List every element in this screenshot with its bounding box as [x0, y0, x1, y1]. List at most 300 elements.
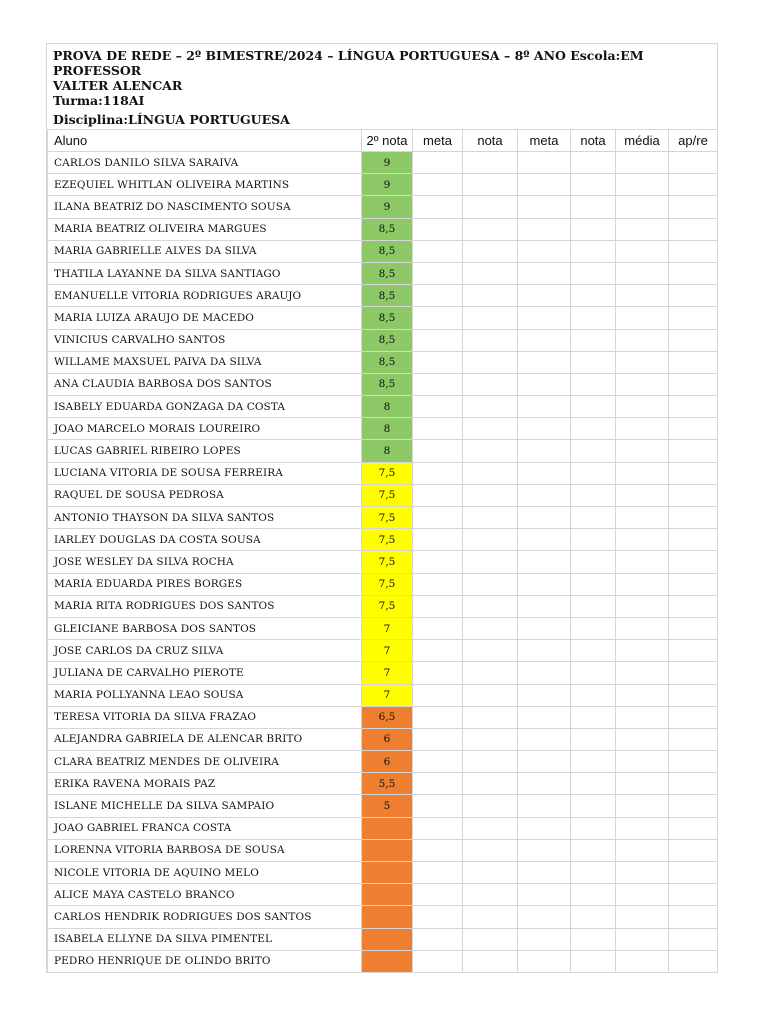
empty-cell: [518, 928, 571, 950]
empty-cell: [616, 396, 669, 418]
empty-cell: [413, 573, 463, 595]
empty-cell: [518, 751, 571, 773]
empty-cell: [616, 285, 669, 307]
empty-cell: [413, 507, 463, 529]
student-name: CARLOS HENDRIK RODRIGUES DOS SANTOS: [48, 906, 362, 928]
empty-cell: [413, 839, 463, 861]
empty-cell: [571, 262, 616, 284]
empty-cell: [413, 240, 463, 262]
empty-cell: [518, 884, 571, 906]
empty-cell: [463, 884, 518, 906]
empty-cell: [518, 285, 571, 307]
table-row: [48, 640, 718, 662]
table-row: [48, 595, 718, 617]
student-grade: 7: [362, 662, 413, 684]
empty-cell: [669, 751, 718, 773]
student-grade: 5,5: [362, 773, 413, 795]
grades-table: [47, 129, 718, 973]
empty-cell: [518, 795, 571, 817]
student-grade: 6: [362, 751, 413, 773]
empty-cell: [669, 662, 718, 684]
disciplina-label: Disciplina:LÍNGUA PORTUGUESA: [53, 112, 290, 127]
student-name: ERIKA RAVENA MORAIS PAZ: [48, 773, 362, 795]
empty-cell: [669, 684, 718, 706]
empty-cell: [518, 839, 571, 861]
empty-cell: [413, 418, 463, 440]
empty-cell: [463, 351, 518, 373]
student-grade: 8,5: [362, 307, 413, 329]
empty-cell: [413, 329, 463, 351]
empty-cell: [518, 351, 571, 373]
student-rows: [48, 152, 718, 973]
student-grade: 8,5: [362, 329, 413, 351]
table-row: [48, 795, 718, 817]
empty-cell: [571, 573, 616, 595]
table-row: [48, 839, 718, 861]
student-name: LUCAS GABRIEL RIBEIRO LOPES: [48, 440, 362, 462]
student-grade: [362, 817, 413, 839]
empty-cell: [463, 507, 518, 529]
empty-cell: [669, 884, 718, 906]
empty-cell: [571, 617, 616, 639]
student-name: ISABELY EDUARDA GONZAGA DA COSTA: [48, 396, 362, 418]
empty-cell: [616, 240, 669, 262]
empty-cell: [669, 817, 718, 839]
table-row: [48, 174, 718, 196]
empty-cell: [413, 928, 463, 950]
student-grade: [362, 862, 413, 884]
empty-cell: [616, 440, 669, 462]
empty-cell: [463, 928, 518, 950]
empty-cell: [413, 373, 463, 395]
empty-cell: [571, 884, 616, 906]
student-grade: 8,5: [362, 218, 413, 240]
empty-cell: [616, 751, 669, 773]
empty-cell: [571, 773, 616, 795]
empty-cell: [413, 262, 463, 284]
empty-cell: [616, 862, 669, 884]
table-row: [48, 684, 718, 706]
empty-cell: [669, 307, 718, 329]
student-name: ALICE MAYA CASTELO BRANCO: [48, 884, 362, 906]
empty-cell: [518, 507, 571, 529]
empty-cell: [463, 418, 518, 440]
empty-cell: [616, 617, 669, 639]
empty-cell: [463, 396, 518, 418]
empty-cell: [669, 440, 718, 462]
empty-cell: [669, 573, 718, 595]
empty-cell: [616, 462, 669, 484]
empty-cell: [518, 418, 571, 440]
empty-cell: [518, 462, 571, 484]
table-row: [48, 351, 718, 373]
empty-cell: [413, 484, 463, 506]
student-grade: [362, 906, 413, 928]
table-row: [48, 196, 718, 218]
student-name: MARIA BEATRIZ OLIVEIRA MARGUES: [48, 218, 362, 240]
empty-cell: [571, 329, 616, 351]
empty-cell: [571, 950, 616, 972]
empty-cell: [616, 418, 669, 440]
empty-cell: [616, 529, 669, 551]
student-grade: 7,5: [362, 507, 413, 529]
table-row: [48, 507, 718, 529]
table-row: [48, 462, 718, 484]
student-grade: 7,5: [362, 484, 413, 506]
empty-cell: [463, 595, 518, 617]
student-grade: 8,5: [362, 240, 413, 262]
empty-cell: [518, 817, 571, 839]
empty-cell: [669, 928, 718, 950]
col-header-aluno: Aluno: [48, 130, 362, 152]
empty-cell: [669, 640, 718, 662]
empty-cell: [413, 462, 463, 484]
table-row: [48, 884, 718, 906]
table-row: [48, 373, 718, 395]
table-row: [48, 418, 718, 440]
empty-cell: [463, 950, 518, 972]
empty-cell: [669, 484, 718, 506]
empty-cell: [413, 773, 463, 795]
col-header-meta-2: meta: [518, 130, 571, 152]
empty-cell: [571, 706, 616, 728]
empty-cell: [413, 795, 463, 817]
empty-cell: [571, 551, 616, 573]
table-row: [48, 152, 718, 174]
student-grade: [362, 884, 413, 906]
empty-cell: [669, 595, 718, 617]
empty-cell: [571, 728, 616, 750]
student-grade: 6: [362, 728, 413, 750]
student-name: VINICIUS CARVALHO SANTOS: [48, 329, 362, 351]
col-header-nota-2: nota: [571, 130, 616, 152]
empty-cell: [413, 174, 463, 196]
empty-cell: [518, 196, 571, 218]
empty-cell: [463, 728, 518, 750]
empty-cell: [463, 751, 518, 773]
student-grade: 7,5: [362, 595, 413, 617]
empty-cell: [571, 928, 616, 950]
empty-cell: [669, 706, 718, 728]
table-row: [48, 329, 718, 351]
empty-cell: [463, 573, 518, 595]
student-grade: 8,5: [362, 262, 413, 284]
empty-cell: [571, 440, 616, 462]
empty-cell: [571, 351, 616, 373]
student-name: EZEQUIEL WHITLAN OLIVEIRA MARTINS: [48, 174, 362, 196]
col-header-media: média: [616, 130, 669, 152]
student-name: JOAO GABRIEL FRANCA COSTA: [48, 817, 362, 839]
student-name: TERESA VITORIA DA SILVA FRAZAO: [48, 706, 362, 728]
empty-cell: [518, 396, 571, 418]
student-name: JOAO MARCELO MORAIS LOUREIRO: [48, 418, 362, 440]
empty-cell: [616, 152, 669, 174]
empty-cell: [571, 396, 616, 418]
empty-cell: [518, 728, 571, 750]
student-name: EMANUELLE VITORIA RODRIGUES ARAUJO: [48, 285, 362, 307]
empty-cell: [463, 373, 518, 395]
empty-cell: [616, 262, 669, 284]
empty-cell: [571, 174, 616, 196]
student-name: MARIA GABRIELLE ALVES DA SILVA: [48, 240, 362, 262]
student-name: THATILA LAYANNE DA SILVA SANTIAGO: [48, 262, 362, 284]
empty-cell: [413, 529, 463, 551]
empty-cell: [669, 773, 718, 795]
empty-cell: [518, 218, 571, 240]
empty-cell: [616, 507, 669, 529]
empty-cell: [413, 684, 463, 706]
student-grade: 6,5: [362, 706, 413, 728]
student-name: IARLEY DOUGLAS DA COSTA SOUSA: [48, 529, 362, 551]
empty-cell: [571, 285, 616, 307]
empty-cell: [571, 218, 616, 240]
table-row: [48, 307, 718, 329]
empty-cell: [518, 773, 571, 795]
student-name: WILLAME MAXSUEL PAIVA DA SILVA: [48, 351, 362, 373]
student-name: CLARA BEATRIZ MENDES DE OLIVEIRA: [48, 751, 362, 773]
empty-cell: [616, 484, 669, 506]
sheet-title: PROVA DE REDE – 2º BIMESTRE/2024 – LÍNGUA PORTUGUESA – 8º ANO Escola:EM PROFESSOR: [53, 48, 644, 78]
empty-cell: [616, 196, 669, 218]
student-name: LORENNA VITORIA BARBOSA DE SOUSA: [48, 839, 362, 861]
empty-cell: [669, 396, 718, 418]
empty-cell: [571, 418, 616, 440]
empty-cell: [571, 152, 616, 174]
student-grade: [362, 928, 413, 950]
student-name: JOSE WESLEY DA SILVA ROCHA: [48, 551, 362, 573]
student-name: ILANA BEATRIZ DO NASCIMENTO SOUSA: [48, 196, 362, 218]
student-name: MARIA POLLYANNA LEAO SOUSA: [48, 684, 362, 706]
empty-cell: [571, 196, 616, 218]
empty-cell: [669, 862, 718, 884]
empty-cell: [413, 196, 463, 218]
empty-cell: [413, 152, 463, 174]
empty-cell: [463, 640, 518, 662]
table-row: [48, 396, 718, 418]
student-grade: 7,5: [362, 573, 413, 595]
empty-cell: [669, 373, 718, 395]
student-grade: 8: [362, 396, 413, 418]
empty-cell: [463, 240, 518, 262]
empty-cell: [669, 728, 718, 750]
empty-cell: [463, 218, 518, 240]
col-header-apre: ap/re: [669, 130, 718, 152]
empty-cell: [571, 751, 616, 773]
empty-cell: [616, 373, 669, 395]
empty-cell: [463, 285, 518, 307]
empty-cell: [518, 950, 571, 972]
empty-cell: [669, 950, 718, 972]
student-grade: 9: [362, 152, 413, 174]
empty-cell: [669, 462, 718, 484]
empty-cell: [669, 285, 718, 307]
table-row: [48, 285, 718, 307]
empty-cell: [518, 174, 571, 196]
student-grade: 8,5: [362, 373, 413, 395]
table-row: [48, 706, 718, 728]
student-name: RAQUEL DE SOUSA PEDROSA: [48, 484, 362, 506]
student-name: GLEICIANE BARBOSA DOS SANTOS: [48, 617, 362, 639]
student-name: ALEJANDRA GABRIELA DE ALENCAR BRITO: [48, 728, 362, 750]
student-name: ISLANE MICHELLE DA SILVA SAMPAIO: [48, 795, 362, 817]
empty-cell: [518, 329, 571, 351]
student-grade: 8: [362, 418, 413, 440]
empty-cell: [413, 218, 463, 240]
empty-cell: [413, 950, 463, 972]
turma-label: Turma:118AI: [53, 93, 145, 108]
empty-cell: [616, 573, 669, 595]
table-row: [48, 551, 718, 573]
sheet-header: [47, 44, 717, 129]
empty-cell: [463, 440, 518, 462]
empty-cell: [616, 906, 669, 928]
empty-cell: [571, 373, 616, 395]
empty-cell: [413, 751, 463, 773]
empty-cell: [413, 551, 463, 573]
empty-cell: [518, 662, 571, 684]
student-name: JOSE CARLOS DA CRUZ SILVA: [48, 640, 362, 662]
empty-cell: [616, 950, 669, 972]
empty-cell: [518, 373, 571, 395]
student-grade: 7: [362, 684, 413, 706]
col-header-nota-1: nota: [463, 130, 518, 152]
student-grade: 9: [362, 174, 413, 196]
empty-cell: [571, 240, 616, 262]
empty-cell: [518, 906, 571, 928]
empty-cell: [616, 174, 669, 196]
student-name: MARIA EDUARDA PIRES BORGES: [48, 573, 362, 595]
empty-cell: [518, 551, 571, 573]
empty-cell: [571, 906, 616, 928]
empty-cell: [669, 617, 718, 639]
student-grade: [362, 950, 413, 972]
student-name: JULIANA DE CARVALHO PIEROTE: [48, 662, 362, 684]
empty-cell: [413, 906, 463, 928]
empty-cell: [669, 196, 718, 218]
empty-cell: [571, 462, 616, 484]
table-row: [48, 440, 718, 462]
empty-cell: [413, 307, 463, 329]
empty-cell: [518, 152, 571, 174]
empty-cell: [571, 529, 616, 551]
student-grade: 7: [362, 640, 413, 662]
empty-cell: [413, 728, 463, 750]
empty-cell: [413, 440, 463, 462]
empty-cell: [616, 928, 669, 950]
empty-cell: [669, 839, 718, 861]
table-row: [48, 773, 718, 795]
student-name: MARIA RITA RODRIGUES DOS SANTOS: [48, 595, 362, 617]
table-row: [48, 662, 718, 684]
empty-cell: [669, 551, 718, 573]
table-row: [48, 751, 718, 773]
empty-cell: [669, 152, 718, 174]
empty-cell: [669, 351, 718, 373]
empty-cell: [616, 662, 669, 684]
empty-cell: [413, 884, 463, 906]
empty-cell: [413, 617, 463, 639]
empty-cell: [571, 684, 616, 706]
student-grade: 5: [362, 795, 413, 817]
empty-cell: [669, 329, 718, 351]
student-grade: [362, 839, 413, 861]
table-row: [48, 950, 718, 972]
empty-cell: [463, 706, 518, 728]
empty-cell: [463, 795, 518, 817]
table-row: [48, 928, 718, 950]
empty-cell: [669, 529, 718, 551]
empty-cell: [669, 240, 718, 262]
table-row: [48, 262, 718, 284]
empty-cell: [669, 218, 718, 240]
empty-cell: [463, 196, 518, 218]
empty-cell: [518, 706, 571, 728]
student-name: MARIA LUIZA ARAUJO DE MACEDO: [48, 307, 362, 329]
empty-cell: [463, 617, 518, 639]
empty-cell: [413, 396, 463, 418]
student-grade: 7,5: [362, 551, 413, 573]
empty-cell: [616, 795, 669, 817]
empty-cell: [463, 152, 518, 174]
empty-cell: [463, 174, 518, 196]
empty-cell: [518, 307, 571, 329]
empty-cell: [616, 307, 669, 329]
empty-cell: [463, 906, 518, 928]
empty-cell: [616, 684, 669, 706]
empty-cell: [463, 662, 518, 684]
table-row: [48, 906, 718, 928]
empty-cell: [571, 662, 616, 684]
empty-cell: [616, 839, 669, 861]
empty-cell: [571, 795, 616, 817]
empty-cell: [616, 640, 669, 662]
empty-cell: [571, 595, 616, 617]
empty-cell: [571, 484, 616, 506]
student-name: ANTONIO THAYSON DA SILVA SANTOS: [48, 507, 362, 529]
empty-cell: [463, 529, 518, 551]
empty-cell: [413, 662, 463, 684]
empty-cell: [463, 262, 518, 284]
empty-cell: [413, 640, 463, 662]
empty-cell: [518, 262, 571, 284]
empty-cell: [571, 817, 616, 839]
empty-cell: [518, 573, 571, 595]
empty-cell: [616, 773, 669, 795]
empty-cell: [669, 262, 718, 284]
empty-cell: [616, 884, 669, 906]
student-name: CARLOS DANILO SILVA SARAIVA: [48, 152, 362, 174]
empty-cell: [518, 240, 571, 262]
empty-cell: [616, 329, 669, 351]
empty-cell: [413, 285, 463, 307]
empty-cell: [413, 595, 463, 617]
student-grade: 7,5: [362, 529, 413, 551]
table-row: [48, 484, 718, 506]
empty-cell: [669, 906, 718, 928]
col-header-2nota: 2º nota: [362, 130, 413, 152]
table-row: [48, 573, 718, 595]
empty-cell: [413, 706, 463, 728]
grade-sheet: [46, 43, 718, 973]
empty-cell: [463, 462, 518, 484]
empty-cell: [571, 307, 616, 329]
table-row: [48, 240, 718, 262]
table-row: [48, 218, 718, 240]
empty-cell: [463, 773, 518, 795]
empty-cell: [571, 839, 616, 861]
empty-cell: [518, 640, 571, 662]
empty-cell: [518, 862, 571, 884]
